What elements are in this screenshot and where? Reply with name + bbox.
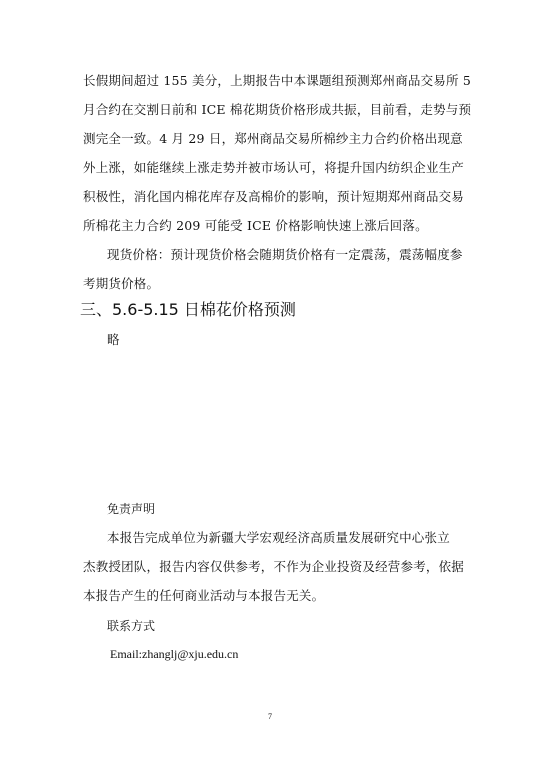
body-line-2: 月合约在交割日前和 ICE 棉花期货价格形成共振，目前看，走势与预 bbox=[83, 102, 472, 117]
disclaimer-line-1: 本报告完成单位为新疆大学宏观经济高质量发展研究中心张立 bbox=[107, 530, 450, 545]
contact-email: Email:zhanglj@xju.edu.cn bbox=[110, 647, 239, 661]
spot-price-line-1: 现货价格：预计现货价格会随期货价格有一定震荡，震荡幅度参 bbox=[107, 247, 463, 262]
section-body: 略 bbox=[107, 332, 120, 347]
disclaimer-line-3: 本报告产生的任何商业活动与本报告无关。 bbox=[83, 588, 325, 603]
body-line-5: 积极性，消化国内棉花库存及高棉价的影响，预计短期郑州商品交易 bbox=[83, 189, 465, 204]
body-line-6: 所棉花主力合约 209 可能受 ICE 价格影响快速上涨后回落。 bbox=[83, 218, 428, 233]
spot-price-line-2: 考期货价格。 bbox=[83, 276, 160, 291]
body-line-4: 外上涨，如能继续上涨走势并被市场认可，将提升国内纺织企业生产 bbox=[83, 160, 465, 175]
disclaimer-title: 免责声明 bbox=[107, 502, 156, 516]
body-line-1: 长假期间超过 155 美分，上期报告中本课题组预测郑州商品交易所 5 bbox=[83, 73, 472, 88]
body-line-3: 测完全一致。4 月 29 日，郑州商品交易所棉纱主力合约价格出现意 bbox=[83, 131, 463, 146]
section-heading: 三、5.6-5.15 日棉花价格预测 bbox=[80, 300, 296, 319]
page-number: 7 bbox=[268, 712, 272, 721]
disclaimer-line-2: 杰教授团队，报告内容仅供参考，不作为企业投资及经营参考，依据 bbox=[83, 559, 465, 574]
contact-title: 联系方式 bbox=[107, 619, 156, 633]
